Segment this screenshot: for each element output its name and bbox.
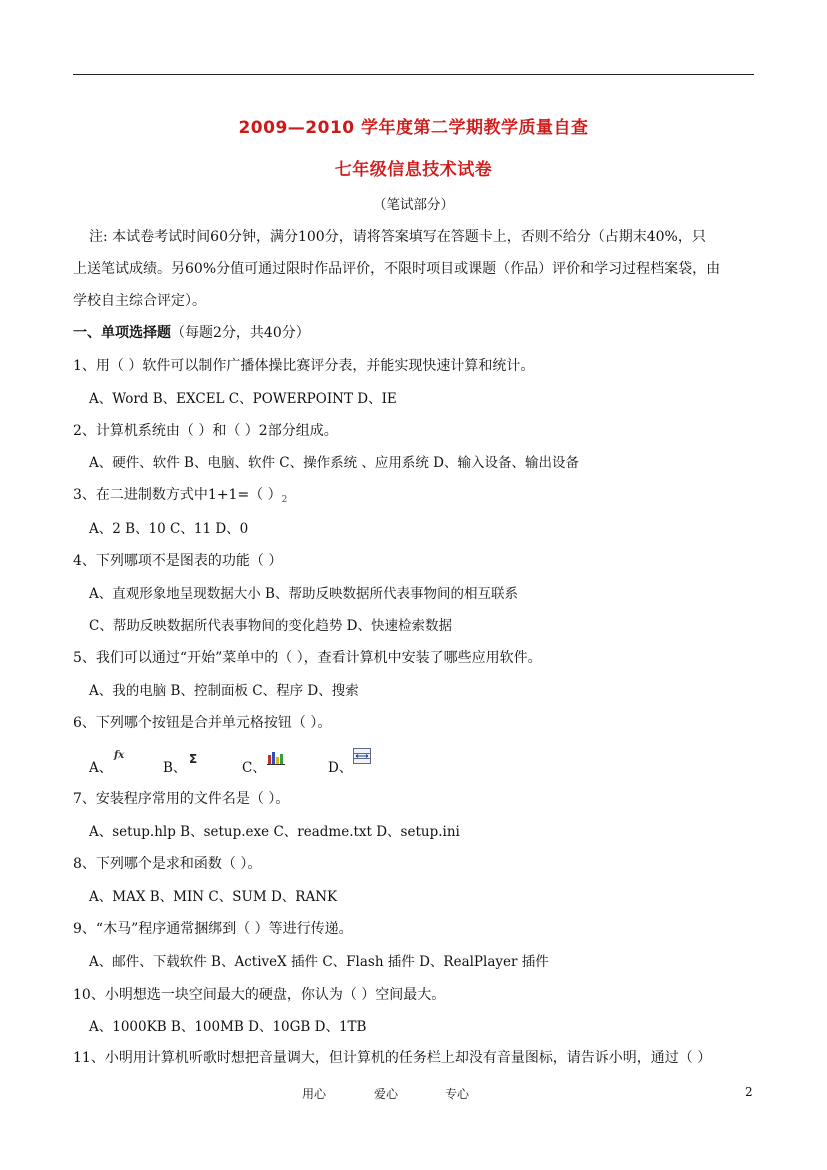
notice-line-3: 学校自主综合评定）。 bbox=[73, 293, 206, 309]
question-3-subscript: 2 bbox=[281, 495, 288, 505]
header-rule bbox=[73, 74, 754, 75]
question-4-options-b: C、帮助反映数据所代表事物间的变化趋势 D、快速检索数据 bbox=[89, 618, 452, 634]
autosum-icon bbox=[188, 751, 202, 769]
footer-motto-2: 爱心 bbox=[374, 1087, 399, 1101]
question-7: 7、安装程序常用的文件名是（ ）。 bbox=[73, 791, 290, 807]
question-10-options: A、1000KB B、100MB D、10GB D、1TB bbox=[89, 1019, 367, 1035]
svg-text:fx: fx bbox=[114, 750, 125, 761]
option-c bbox=[242, 756, 266, 776]
merge-cells-icon bbox=[353, 748, 371, 768]
question-3-options: A、2 B、10 C、11 D、0 bbox=[89, 521, 249, 537]
question-4: 4、下列哪项不是图表的功能（ ） bbox=[73, 553, 283, 569]
section-note: （笔试部分） bbox=[373, 197, 454, 213]
option-b bbox=[163, 752, 198, 776]
function-icon bbox=[113, 747, 127, 765]
question-9-options: A、邮件、下载软件 B、ActiveX 插件 C、Flash 插件 D、RealPlayer 插件 bbox=[89, 954, 549, 970]
question-2-options: A、硬件、软件 B、电脑、软件 C、操作系统 、应用系统 D、输入设备、输出设备 bbox=[89, 455, 579, 471]
question-2: 2、计算机系统由（ ）和（ ）2部分组成。 bbox=[73, 423, 338, 439]
question-7-options: A、setup.hlp B、setup.exe C、readme.txt D、setup.ini bbox=[89, 824, 460, 840]
exam-subtitle: 七年级信息技术试卷 bbox=[334, 160, 493, 180]
question-8: 8、下列哪个是求和函数（ ）。 bbox=[73, 856, 262, 872]
footer-motto-3: 专心 bbox=[445, 1087, 470, 1101]
question-6-options bbox=[89, 748, 689, 776]
question-4-options-a: A、直观形象地呈现数据大小 B、帮助反映数据所代表事物间的相互联系 bbox=[89, 586, 518, 602]
option-d-label: D、 bbox=[328, 760, 353, 776]
part-score: （每题2分，共40分） bbox=[171, 325, 310, 341]
exam-title: 2009—2010 学年度第二学期教学质量自查 bbox=[238, 118, 589, 138]
question-3-text: 3、在二进制数方式中1+1=（ ） bbox=[73, 487, 282, 503]
question-1: 1、用（ ）软件可以制作广播体操比赛评分表，并能实现快速计算和统计。 bbox=[73, 358, 535, 374]
notice-line-1: 注: 本试卷考试时间60分钟，满分100分，请将答案填写在答题卡上，否则不给分（占期末40%，只 bbox=[89, 229, 706, 245]
part-heading bbox=[73, 323, 773, 343]
question-5: 5、我们可以通过“开始”菜单中的（ ），查看计算机中安装了哪些应用软件。 bbox=[73, 650, 542, 666]
question-11: 11、小明用计算机听歌时想把音量调大，但计算机的任务栏上却没有音量图标，请告诉小明，通过（ ） bbox=[73, 1050, 712, 1066]
option-a bbox=[89, 750, 125, 776]
question-9: 9、“木马”程序通常捆绑到（ ）等进行传递。 bbox=[73, 921, 353, 937]
question-6: 6、下列哪个按钮是合并单元格按钮（ ）。 bbox=[73, 715, 332, 731]
notice-line-2: 上送笔试成绩。另60%分值可通过限时作品评价，不限时项目或课题（作品）评价和学习过程档案袋，由 bbox=[73, 261, 721, 277]
option-b-label: B、 bbox=[163, 760, 187, 776]
question-8-options: A、MAX B、MIN C、SUM D、RANK bbox=[89, 889, 338, 905]
question-1-options: A、Word B、EXCEL C、POWERPOINT D、IE bbox=[89, 391, 397, 407]
question-10: 10、小明想选一块空间最大的硬盘，你认为（ ）空间最大。 bbox=[73, 987, 446, 1003]
part-title: 一、单项选择题 bbox=[73, 325, 171, 341]
question-3 bbox=[73, 485, 773, 510]
option-c-label: C、 bbox=[242, 760, 266, 776]
page-number: 2 bbox=[745, 1085, 753, 1099]
question-5-options: A、我的电脑 B、控制面板 C、程序 D、搜索 bbox=[89, 683, 359, 699]
svg-text:Σ: Σ bbox=[189, 752, 198, 765]
option-a-label: A、 bbox=[89, 760, 113, 776]
chart-wizard-icon bbox=[267, 749, 285, 769]
option-d bbox=[328, 756, 352, 776]
footer-motto-1: 用心 bbox=[302, 1087, 327, 1101]
